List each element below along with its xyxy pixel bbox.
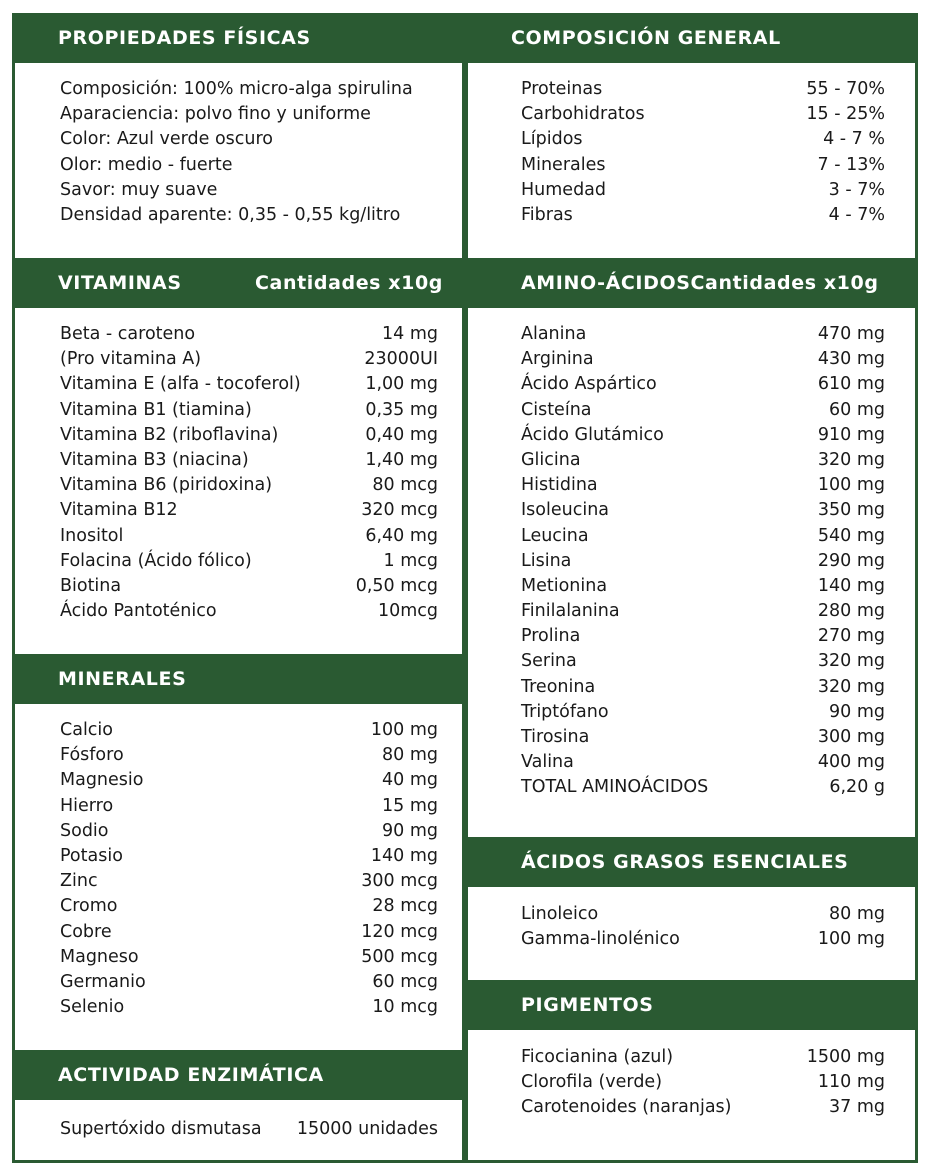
row-label: Clorofila (verde)	[521, 1072, 663, 1093]
table-row	[60, 743, 438, 768]
row-value: 470 mg	[817, 324, 885, 344]
panel-subtitle: Cantidades x10g	[690, 272, 879, 294]
row-value: 1,40 mg	[365, 449, 438, 470]
row-label: Ácido Pantoténico	[60, 601, 217, 622]
table-row	[60, 1117, 438, 1142]
table-row	[521, 448, 885, 473]
row-value: 80 mcg	[372, 475, 438, 496]
table-row	[521, 498, 885, 523]
table-row	[60, 347, 438, 372]
row-label: Prolina	[521, 626, 581, 647]
row-value: 37 mg	[829, 1097, 885, 1118]
table-row	[60, 448, 438, 473]
table-row	[521, 599, 885, 624]
table-row	[60, 372, 438, 397]
row-value: 1500 mg	[806, 1047, 885, 1067]
row-value: 7 - 13%	[817, 154, 885, 175]
row-label: Treonina	[521, 676, 596, 697]
row-value: 6,40 mg	[365, 525, 438, 546]
property-line: Olor: medio - fuerte	[60, 154, 233, 175]
row-value: 15 - 25%	[806, 104, 885, 125]
table-row	[60, 794, 438, 819]
row-value: 110 mg	[817, 1072, 885, 1093]
panel-body	[468, 1030, 915, 1160]
row-label: Zinc	[60, 871, 98, 892]
panel-header	[465, 980, 918, 1030]
row-label: Germanio	[60, 971, 146, 992]
row-value: 90 mg	[382, 820, 438, 841]
row-label: Serina	[521, 651, 577, 672]
row-value: 100 mg	[817, 475, 885, 496]
table-row	[521, 549, 885, 574]
row-value: 90 mg	[829, 701, 885, 722]
row-value: 140 mg	[817, 575, 885, 596]
panel-title: VITAMINAS	[58, 272, 182, 294]
table-row	[60, 844, 438, 869]
row-value: 0,50 mcg	[355, 575, 438, 596]
row-label: Vitamina B1 (tiamina)	[60, 399, 252, 420]
row-value: 610 mg	[817, 374, 885, 395]
row-value: 100 mg	[370, 720, 438, 740]
row-label: Fósforo	[60, 745, 124, 766]
panel-header	[12, 258, 465, 308]
row-label: Ficocianina (azul)	[521, 1047, 674, 1067]
row-value: 120 mcg	[361, 921, 438, 942]
table-row	[521, 1095, 885, 1120]
table-row	[60, 945, 438, 970]
table-row	[521, 574, 885, 599]
row-label: Carbohidratos	[521, 104, 645, 125]
row-label: Ácido Glutámico	[521, 424, 664, 445]
row-value: 40 mg	[382, 770, 438, 791]
row-value: 0,35 mg	[365, 399, 438, 420]
row-value: 28 mcg	[372, 896, 438, 917]
table-row	[60, 473, 438, 498]
panel-body	[15, 1100, 462, 1160]
row-value: 430 mg	[817, 349, 885, 370]
row-value: 1,00 mg	[365, 374, 438, 395]
table-row	[521, 77, 885, 102]
row-label: Sodio	[60, 820, 109, 841]
property-line: Color: Azul verde oscuro	[60, 129, 274, 150]
table-row	[521, 423, 885, 448]
panel-body	[15, 63, 462, 258]
panel-body	[15, 704, 462, 1050]
table-row	[521, 700, 885, 725]
row-value: 500 mcg	[361, 946, 438, 967]
table-row	[60, 498, 438, 523]
row-value: 100 mg	[817, 929, 885, 950]
row-label: Selenio	[60, 997, 125, 1018]
row-value: 320 mg	[817, 676, 885, 697]
table-row	[60, 322, 438, 347]
table-row	[60, 718, 438, 743]
row-value: 290 mg	[817, 550, 885, 571]
row-label: Glicina	[521, 449, 581, 470]
row-label: Alanina	[521, 324, 587, 344]
row-value: 23000UI	[364, 349, 438, 370]
table-row	[60, 599, 438, 624]
table-row	[60, 574, 438, 599]
row-value: 60 mg	[829, 399, 885, 420]
table-row	[521, 178, 885, 203]
panel-composicion	[465, 13, 918, 258]
table-row	[521, 927, 885, 952]
table-row	[60, 894, 438, 919]
table-row	[60, 970, 438, 995]
panel-pigmentos	[465, 980, 918, 1163]
row-value: 320 mcg	[361, 500, 438, 521]
table-row	[521, 1070, 885, 1095]
table-row	[521, 473, 885, 498]
table-row	[521, 624, 885, 649]
row-value: 4 - 7%	[828, 204, 885, 225]
panel-title: AMINO-ÁCIDOS	[521, 272, 691, 294]
row-value: 10 mcg	[372, 997, 438, 1018]
panel-body	[15, 308, 462, 654]
row-label: Vitamina E (alfa - tocoferol)	[60, 374, 301, 395]
table-row	[60, 819, 438, 844]
row-value: 80 mg	[382, 745, 438, 766]
table-row	[60, 549, 438, 574]
row-label: Valina	[521, 752, 574, 773]
table-row	[60, 768, 438, 793]
panel-enzimatica	[12, 1050, 465, 1163]
row-label: Lípidos	[521, 129, 583, 150]
row-value: 300 mg	[817, 727, 885, 747]
row-label: Magneso	[60, 946, 139, 967]
row-value: 400 mg	[817, 752, 885, 773]
row-label: Proteinas	[521, 79, 603, 99]
row-label: Humedad	[521, 179, 607, 200]
row-label: Metionina	[521, 575, 608, 596]
panel-propiedades	[12, 13, 465, 258]
row-value: 15000 unidades	[296, 1119, 438, 1139]
panel-minerales	[12, 654, 465, 1050]
row-label: TOTAL AMINOÁCIDOS	[521, 777, 709, 798]
panel-grasos	[465, 837, 918, 980]
row-label: Tirosina	[521, 727, 590, 747]
table-row	[60, 423, 438, 448]
row-label: Linoleico	[521, 904, 599, 924]
row-value: 1 mcg	[383, 550, 438, 571]
panel-subtitle: Cantidades x10g	[254, 272, 443, 294]
table-row	[521, 203, 885, 228]
row-value: 10mcg	[377, 601, 438, 622]
row-label: Cisteína	[521, 399, 592, 420]
panel-title: ÁCIDOS GRASOS ESENCIALES	[521, 851, 849, 873]
row-value: 280 mg	[817, 601, 885, 622]
row-label: Biotina	[60, 575, 122, 596]
panel-title: PIGMENTOS	[521, 994, 654, 1016]
panel-header	[12, 654, 465, 704]
row-label: Cobre	[60, 921, 112, 942]
row-label: Potasio	[60, 845, 123, 866]
panel-title: PROPIEDADES FÍSICAS	[58, 27, 311, 49]
panel-body	[468, 308, 915, 837]
row-label: Leucina	[521, 525, 589, 546]
table-row	[521, 347, 885, 372]
row-label: Arginina	[521, 349, 594, 370]
row-label: Fibras	[521, 204, 573, 225]
table-row	[521, 750, 885, 775]
row-label: Finilalanina	[521, 601, 620, 622]
row-value: 270 mg	[817, 626, 885, 647]
table-row	[60, 869, 438, 894]
table-row	[521, 153, 885, 178]
table-row	[521, 725, 885, 750]
panel-body	[468, 63, 915, 258]
property-line: Aparaciencia: polvo fino y uniforme	[60, 104, 371, 125]
row-label: Minerales	[521, 154, 606, 175]
row-value: 14 mg	[382, 324, 438, 344]
row-label: Vitamina B6 (piridoxina)	[60, 475, 273, 496]
row-value: 55 - 70%	[806, 79, 885, 99]
row-label: Magnesio	[60, 770, 144, 791]
table-row	[521, 524, 885, 549]
row-label: Ácido Aspártico	[521, 374, 657, 395]
table-row	[521, 372, 885, 397]
row-label: Lisina	[521, 550, 572, 571]
panel-header	[465, 837, 918, 887]
panel-vitaminas	[12, 258, 465, 654]
row-value: 910 mg	[817, 424, 885, 445]
panel-title: ACTIVIDAD ENZIMÁTICA	[58, 1064, 324, 1086]
table-row	[521, 675, 885, 700]
panel-aminoacidos	[465, 258, 918, 837]
row-label: Beta - caroteno	[60, 324, 196, 344]
table-row	[60, 524, 438, 549]
row-value: 350 mg	[817, 500, 885, 521]
row-value: 80 mg	[829, 904, 885, 924]
row-value: 3 - 7%	[828, 179, 885, 200]
row-value: 6,20 g	[829, 777, 885, 798]
property-line: Densidad aparente: 0,35 - 0,55 kg/litro	[60, 204, 401, 225]
table-row	[521, 102, 885, 127]
row-label: (Pro vitamina A)	[60, 349, 202, 370]
table-row	[521, 322, 885, 347]
row-value: 15 mg	[382, 795, 438, 816]
row-value: 540 mg	[817, 525, 885, 546]
table-row	[60, 995, 438, 1020]
row-label: Supertóxido dismutasa	[60, 1119, 262, 1139]
table-row	[521, 902, 885, 927]
panel-title: MINERALES	[58, 668, 187, 690]
row-label: Vitamina B2 (riboflavina)	[60, 424, 279, 445]
row-value: 300 mcg	[361, 871, 438, 892]
panel-header	[12, 13, 465, 63]
row-label: Triptófano	[521, 701, 609, 722]
row-label: Inositol	[60, 525, 124, 546]
row-label: Hierro	[60, 795, 114, 816]
row-label: Carotenoides (naranjas)	[521, 1097, 732, 1118]
row-label: Calcio	[60, 720, 113, 740]
row-label: Folacina (Ácido fólico)	[60, 550, 252, 571]
property-line: Composición: 100% micro-alga spirulina	[60, 79, 413, 99]
row-value: 60 mcg	[372, 971, 438, 992]
panel-header	[12, 1050, 465, 1100]
panel-header	[465, 258, 918, 308]
table-row	[521, 1045, 885, 1070]
table-row	[60, 398, 438, 423]
row-label: Cromo	[60, 896, 118, 917]
row-value: 140 mg	[370, 845, 438, 866]
table-row	[521, 127, 885, 152]
row-value: 4 - 7 %	[823, 129, 885, 150]
panel-title: COMPOSICIÓN GENERAL	[511, 27, 781, 49]
panel-body	[468, 887, 915, 980]
panel-header	[465, 13, 918, 63]
row-label: Vitamina B3 (niacina)	[60, 449, 249, 470]
row-label: Vitamina B12	[60, 500, 178, 521]
row-label: Histidina	[521, 475, 598, 496]
row-label: Gamma-linolénico	[521, 929, 680, 950]
row-value: 320 mg	[817, 449, 885, 470]
row-label: Isoleucina	[521, 500, 610, 521]
row-value: 320 mg	[817, 651, 885, 672]
table-row	[521, 398, 885, 423]
row-value: 0,40 mg	[365, 424, 438, 445]
property-line: Savor: muy suave	[60, 179, 218, 200]
table-row	[521, 649, 885, 674]
table-row	[521, 775, 885, 800]
table-row	[60, 920, 438, 945]
